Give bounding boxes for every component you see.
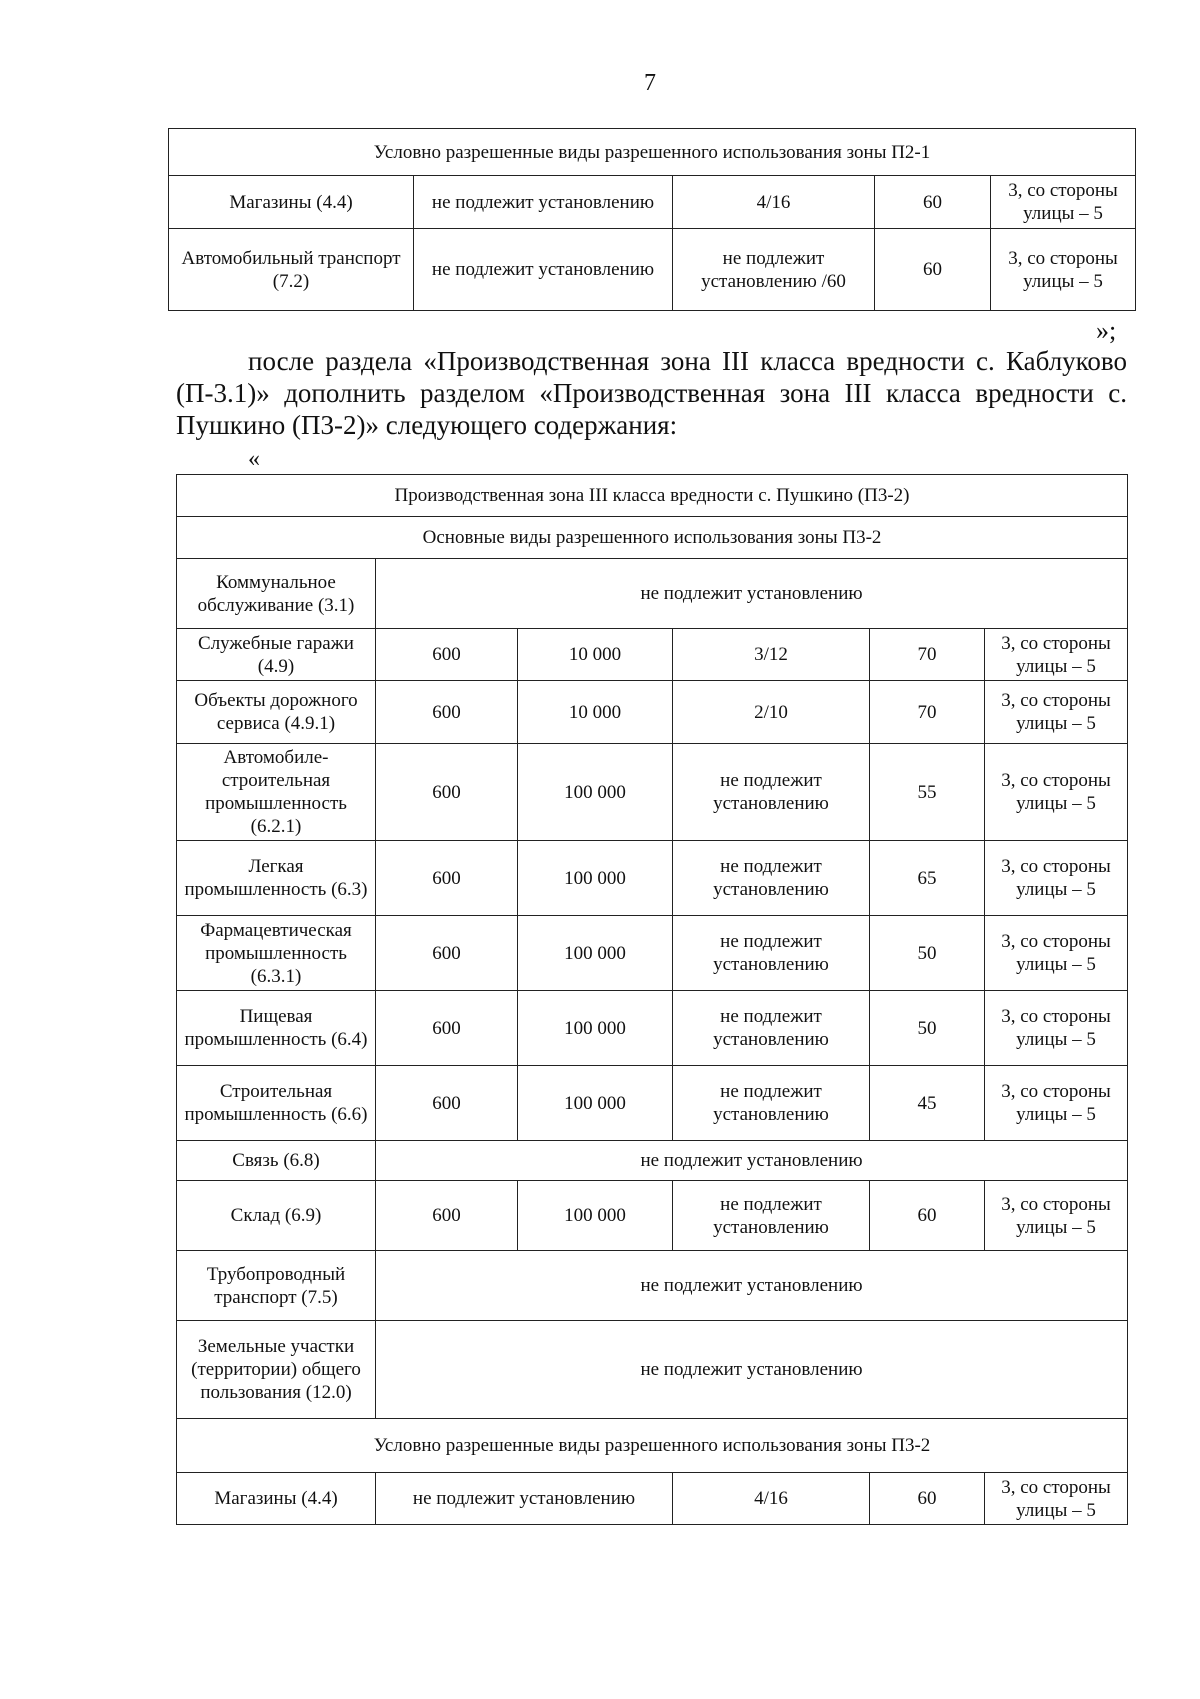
merged-value-cell: не подлежит установлению [376, 1141, 1128, 1181]
table-cell: 3, со стороны улицы – 5 [985, 841, 1128, 916]
merged-value-cell: не подлежит установлению [376, 559, 1128, 629]
use-name-cell: Связь (6.8) [177, 1141, 376, 1181]
use-name-cell: Объекты дорожного сервиса (4.9.1) [177, 681, 376, 744]
table-cell: 50 [870, 991, 985, 1066]
use-name-cell: Трубопроводный транспорт (7.5) [177, 1251, 376, 1321]
zone-p2-1-conditional-table [168, 128, 1136, 311]
table-cell: не подлежит установлению /60 [673, 229, 875, 311]
table-cell: 3, со стороны улицы – 5 [991, 176, 1136, 229]
table-row [177, 1181, 1128, 1251]
table-row [177, 1473, 1128, 1525]
table-cell: не подлежит установлению [414, 176, 673, 229]
table-cell: 3, со стороны улицы – 5 [985, 629, 1128, 681]
table-cell: 4/16 [673, 1473, 870, 1525]
use-name-cell: Земельные участки (территории) общего пользования (12.0) [177, 1321, 376, 1419]
table-row [177, 1066, 1128, 1141]
table-row [177, 1419, 1128, 1473]
table-cell: 60 [870, 1473, 985, 1525]
table-row [177, 991, 1128, 1066]
table-cell: 55 [870, 744, 985, 841]
table-cell: 3, со стороны улицы – 5 [985, 744, 1128, 841]
table-cell: 3, со стороны улицы – 5 [985, 916, 1128, 991]
table-cell: не подлежит установлению [673, 1181, 870, 1251]
table-cell: Автомобильный транспорт (7.2) [169, 229, 414, 311]
table-cell: 3/12 [673, 629, 870, 681]
closing-quote: »; [1096, 316, 1117, 345]
table-cell: не подлежит установлению [673, 744, 870, 841]
table-cell: не подлежит установлению [673, 916, 870, 991]
table-cell: 3, со стороны улицы – 5 [985, 681, 1128, 744]
table-cell: 600 [376, 629, 518, 681]
table-cell: 3, со стороны улицы – 5 [991, 229, 1136, 311]
table-cell: 2/10 [673, 681, 870, 744]
table-cell: 65 [870, 841, 985, 916]
main-uses-header: Основные виды разрешенного использования зоны П3-2 [177, 517, 1128, 559]
table-cell: 100 000 [518, 841, 673, 916]
table-title: Производственная зона III класса вредности с. Пушкино (П3-2) [177, 475, 1128, 517]
table-cell: 3, со стороны улицы – 5 [985, 1473, 1128, 1525]
use-name-cell: Склад (6.9) [177, 1181, 376, 1251]
table-row [177, 1251, 1128, 1321]
table-row [177, 475, 1128, 517]
table-cell: 60 [875, 176, 991, 229]
page-number: 7 [644, 70, 656, 96]
use-name-cell: Фармацевтическая промышленность (6.3.1) [177, 916, 376, 991]
table-cell: 600 [376, 681, 518, 744]
table-cell: Магазины (4.4) [169, 176, 414, 229]
table-cell: 10 000 [518, 629, 673, 681]
table-cell: 100 000 [518, 991, 673, 1066]
table-row [177, 681, 1128, 744]
table-row [177, 841, 1128, 916]
table-cell: 600 [376, 1066, 518, 1141]
table-cell: 100 000 [518, 916, 673, 991]
table-row [177, 629, 1128, 681]
table-cell: 3, со стороны улицы – 5 [985, 1181, 1128, 1251]
table-cell: 70 [870, 681, 985, 744]
use-name-cell: Магазины (4.4) [177, 1473, 376, 1525]
table-cell: не подлежит установлению [673, 841, 870, 916]
table-cell: 3, со стороны улицы – 5 [985, 1066, 1128, 1141]
table-cell: 100 000 [518, 744, 673, 841]
opening-quote: « [248, 446, 260, 472]
table-header: Условно разрешенные виды разрешенного использования зоны П2-1 [169, 129, 1136, 176]
table-row [177, 916, 1128, 991]
use-name-cell: Строительная промышленность (6.6) [177, 1066, 376, 1141]
table-cell: 600 [376, 916, 518, 991]
conditional-uses-header: Условно разрешенные виды разрешенного использования зоны П3-2 [177, 1419, 1128, 1473]
use-name-cell: Коммунальное обслуживание (3.1) [177, 559, 376, 629]
table-cell: не подлежит установлению [673, 991, 870, 1066]
table-row [177, 1141, 1128, 1181]
table-row [177, 1321, 1128, 1419]
use-name-cell: Легкая промышленность (6.3) [177, 841, 376, 916]
table-cell: 100 000 [518, 1066, 673, 1141]
table-row [177, 517, 1128, 559]
table-cell: не подлежит установлению [376, 1473, 673, 1525]
table-cell: 600 [376, 841, 518, 916]
table-cell: 60 [875, 229, 991, 311]
table-cell: не подлежит установлению [673, 1066, 870, 1141]
table-row [177, 559, 1128, 629]
amendment-paragraph: после раздела «Производственная зона III класса вредности с. Каблуково (П-3.1)» дополнить разделом «Производственная зона III класса вредности с. Пушкино (П3-2)» следующего содержания: [176, 346, 1127, 440]
use-name-cell: Пищевая промышленность (6.4) [177, 991, 376, 1066]
zone-p3-2-table [176, 474, 1128, 1525]
table-cell: 100 000 [518, 1181, 673, 1251]
table-cell: 600 [376, 991, 518, 1066]
merged-value-cell: не подлежит установлению [376, 1321, 1128, 1419]
table-cell: 60 [870, 1181, 985, 1251]
table-cell: 4/16 [673, 176, 875, 229]
table-row [177, 744, 1128, 841]
merged-value-cell: не подлежит установлению [376, 1251, 1128, 1321]
use-name-cell: Автомобиле-строительная промышленность (6.2.1) [177, 744, 376, 841]
table-cell: 50 [870, 916, 985, 991]
table-cell: не подлежит установлению [414, 229, 673, 311]
table-cell: 10 000 [518, 681, 673, 744]
use-name-cell: Служебные гаражи (4.9) [177, 629, 376, 681]
table-cell: 45 [870, 1066, 985, 1141]
table-cell: 3, со стороны улицы – 5 [985, 991, 1128, 1066]
table-cell: 600 [376, 744, 518, 841]
table-cell: 70 [870, 629, 985, 681]
table-cell: 600 [376, 1181, 518, 1251]
